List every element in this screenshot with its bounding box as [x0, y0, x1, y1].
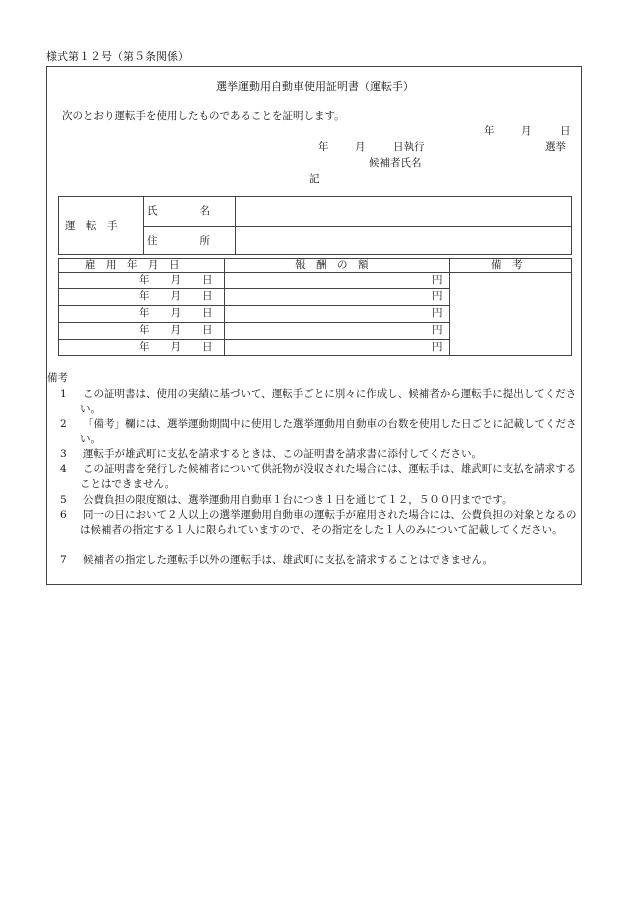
note-item: [60, 493, 582, 508]
note-number: 2: [60, 418, 67, 430]
driver-table: [58, 196, 572, 255]
note-text: 「備考」欄には、選挙運動期間中に使用した選挙運動用自動車の台数を使用した日ごとに記載してください。: [80, 418, 577, 445]
driver-address-label: 住 所: [147, 235, 210, 247]
row-yen: 円: [432, 290, 443, 302]
note-item: [60, 508, 582, 553]
certification-statement: 次のとおり運転手を使用したものであることを証明します。: [62, 110, 345, 122]
row-date: 年 月 日: [139, 274, 213, 286]
pay-row-divider: [59, 305, 449, 306]
row-date: 年 月 日: [139, 341, 213, 353]
date-year: 年: [484, 125, 495, 137]
driver-address-field[interactable]: [239, 230, 569, 252]
note-number: 5: [60, 494, 67, 506]
note-item: [60, 553, 582, 568]
pay-row-divider: [59, 322, 449, 323]
pay-divider-1: [224, 259, 225, 355]
exec-year: 年: [318, 141, 329, 153]
row-yen: 円: [432, 307, 443, 319]
row-yen: 円: [432, 341, 443, 353]
notes-heading: 備考: [47, 372, 68, 384]
candidate-name-label: 候補者氏名: [369, 157, 422, 169]
exec-day-executed: 日執行: [393, 141, 425, 153]
payment-table: [58, 258, 572, 356]
header-remarks: 備 考: [491, 259, 523, 271]
row-date: 年 月 日: [139, 307, 213, 319]
header-employment-date: 雇 用 年 月 日: [85, 259, 180, 271]
header-amount: 報 酬 の 額: [295, 259, 369, 271]
note-number: 3: [60, 448, 67, 460]
row-yen: 円: [432, 274, 443, 286]
row-date: 年 月 日: [139, 290, 213, 302]
driver-name-field[interactable]: [239, 201, 569, 223]
date-day: 日: [560, 125, 571, 137]
note-item: [60, 447, 582, 462]
note-text: この証明書は、使用の実績に基づいて、運転手ごとに別々に作成し、候補者から運転手に提出してください。: [80, 388, 577, 415]
driver-name-label: 氏 名: [147, 205, 210, 217]
note-text: 同一の日において２人以上の選挙運動用自動車の運転手が雇用された場合には、公費負担の対象となるのは候補者の指定する１人に限られていますので、その指定をした１人のみについて記載してください。: [80, 509, 577, 536]
date-month: 月: [521, 125, 532, 137]
note-number: 7: [60, 554, 67, 566]
note-item: [60, 417, 582, 447]
note-number: 6: [60, 509, 67, 521]
driver-row-header: 運 転 手: [65, 220, 118, 232]
row-yen: 円: [432, 324, 443, 336]
form-number: 様式第１２号（第５条関係）: [46, 50, 189, 63]
document-title: 選挙運動用自動車使用証明書（運転手）: [216, 80, 414, 93]
exec-month: 月: [355, 141, 366, 153]
note-number: 4: [60, 463, 67, 475]
pay-row-divider: [59, 288, 449, 289]
note-number: 1: [60, 388, 67, 400]
note-item: [60, 462, 582, 492]
ki-label: 記: [309, 173, 320, 185]
note-text: この証明書を発行した候補者について供託物が没収された場合には、運転手は、雄武町に支払を請求することはできません。: [80, 463, 577, 490]
note-text: 候補者の指定した運転手以外の運転手は、雄武町に支払を請求することはできません。: [83, 554, 494, 566]
note-item: [60, 387, 582, 417]
exec-election: 選挙: [545, 141, 566, 153]
note-text: 運転手が雄武町に支払を請求するときは、この証明書を請求書に添付してください。: [83, 448, 482, 460]
pay-row-divider: [59, 339, 449, 340]
note-text: 公費負担の限度額は、選挙運動用自動車１台につき１日を通じて１２，５００円までです。: [83, 494, 513, 506]
row-date: 年 月 日: [139, 324, 213, 336]
pay-divider-2: [449, 259, 450, 355]
driver-row-divider: [143, 226, 571, 227]
